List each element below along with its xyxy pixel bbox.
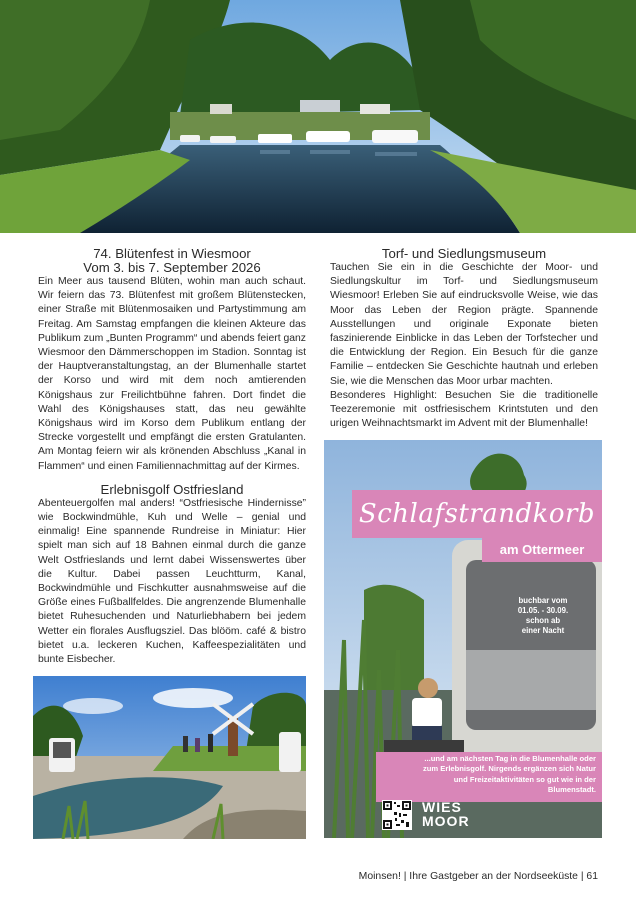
erlebnisgolf-photo: [33, 676, 306, 839]
ad-bottom-line3: und Freizeitaktivitäten so gut wie in der: [453, 774, 596, 784]
museum-title: Torf- und Siedlungsmuseum: [381, 246, 547, 261]
ad-bottom-text: [376, 752, 602, 802]
schlafstrandkorb-ad: [324, 440, 602, 838]
logo-line1: WIES: [422, 799, 462, 815]
qr-code-icon: [382, 800, 412, 830]
blutenfest-title: 74. Blütenfest in Wiesmoor: [93, 246, 251, 261]
ad-booking-line1: buchbar vom: [518, 596, 568, 605]
ad-bottom-line1: ...und am nächsten Tag in die Blumenhalle oder: [424, 754, 596, 763]
ad-booking-info: [492, 596, 594, 636]
logo-line2: MOOR: [422, 813, 470, 829]
blutenfest-body: Ein Meer aus tausend Blüten, wohin man auch schaut. Wir feiern das 73. Blütenfest mit großem Blütenstecken, einer Straße mit Blütenmosaiken und Partystimmung am Freitag. Am Samstag empfangen die kleinen Akteure das Publikum zum „Bunten Programm“ und abends feiert ganz Wiesmoor den Dämmerschoppen im Stadion. Sonntag ist der Hauptveranstaltungstag, an der Blumenhalle startet der Korso und wird mit dem noch amtierenden Königshaus zur Freilichtbühne fahren. Dort findet die Wahl des Königshauses statt, das neu gewählte Königshaus wird im Korso dem Publikum entlang der Strecke vorgestellt und empfängt die ersten Gratulanten. Am Montag feiern wir als krönenden Abschluss „Kanal in Flammen“ und einen Familiennachmittag auf der Kirmes.: [38, 276, 306, 472]
ad-bottom-line4: Blumenstadt.: [547, 785, 596, 795]
erlebnisgolf-body: Abenteuergolfen mal anders! “Ostfriesische Hindernisse” wie Bockwindmühle, Kuh und Welle – genial und einmalig! Eine spannende Rundreise in Miniatur: Hier spielt man sich auf 18 Bahnen einmal durch die ganze Welt Ostfrieslands und lernt dabei Wissenswertes über die Kultur. Dabei passen Leuchtturm, Kanal, Bockwindmühle und Fischkutter ausnahmsweise auf die Größe eines Fußballfeldes. Die angrenzende Blumenhalle bietet Ruhesuchenden und Naturliebhabern bei jedem Wetter ein florales Ausflugsziel. Das blööm. café & bistro bietet u.a. leckeren Kuchen, Kaffeespezialitäten und bunte Eisbecher.: [38, 497, 306, 666]
ad-bottom-line2: zum Erlebnisgolf. Nirgends ergänzen sich Natur: [423, 764, 596, 774]
blutenfest-date: Vom 3. bis 7. September 2026: [83, 260, 261, 275]
erlebnisgolf-title: Erlebnisgolf Ostfriesland: [100, 481, 244, 497]
page-footer: Moinsen! | Ihre Gastgeber an der Nordseeküste | 61: [358, 871, 598, 882]
ad-booking-line4: einer Nacht: [521, 626, 565, 635]
hero-photo-canal: [0, 0, 636, 233]
ad-subtitle: am Ottermeer: [482, 538, 602, 562]
ad-booking-line3: schon ab: [525, 616, 561, 625]
left-column: [38, 247, 306, 667]
museum-highlight: Besonderes Highlight: Besuchen Sie die traditionelle Teezeremonie mit ostfriesischem Krintstuten und den urigen Weihnachtsmarkt im Advent mit der Blumenhalle!: [330, 389, 598, 430]
wiesmoor-logo: [422, 800, 470, 828]
right-column: [330, 247, 598, 431]
ad-booking-line2: 01.05. - 30.09.: [517, 606, 569, 615]
ad-script-title: Schlafstrandkorb: [352, 490, 602, 538]
museum-body: Tauchen Sie ein in die Geschichte der Moor- und Siedlungskultur im Torf- und Siedlungsmuseum Wiesmoor! Erleben Sie auf eindrucksvolle Weise, wie das Moor das Leben der Region prägte. Spannende Ausstellungen und originale Exponate bieten faszinierende Einblicke in das Leben der Torfstecher und die Entwicklung der Region. Ein Besuch für die ganze Familie – entdecken Sie Geschichte hautnah und erleben Sie, wie die Menschen das Moor urbar machten.: [330, 262, 598, 387]
